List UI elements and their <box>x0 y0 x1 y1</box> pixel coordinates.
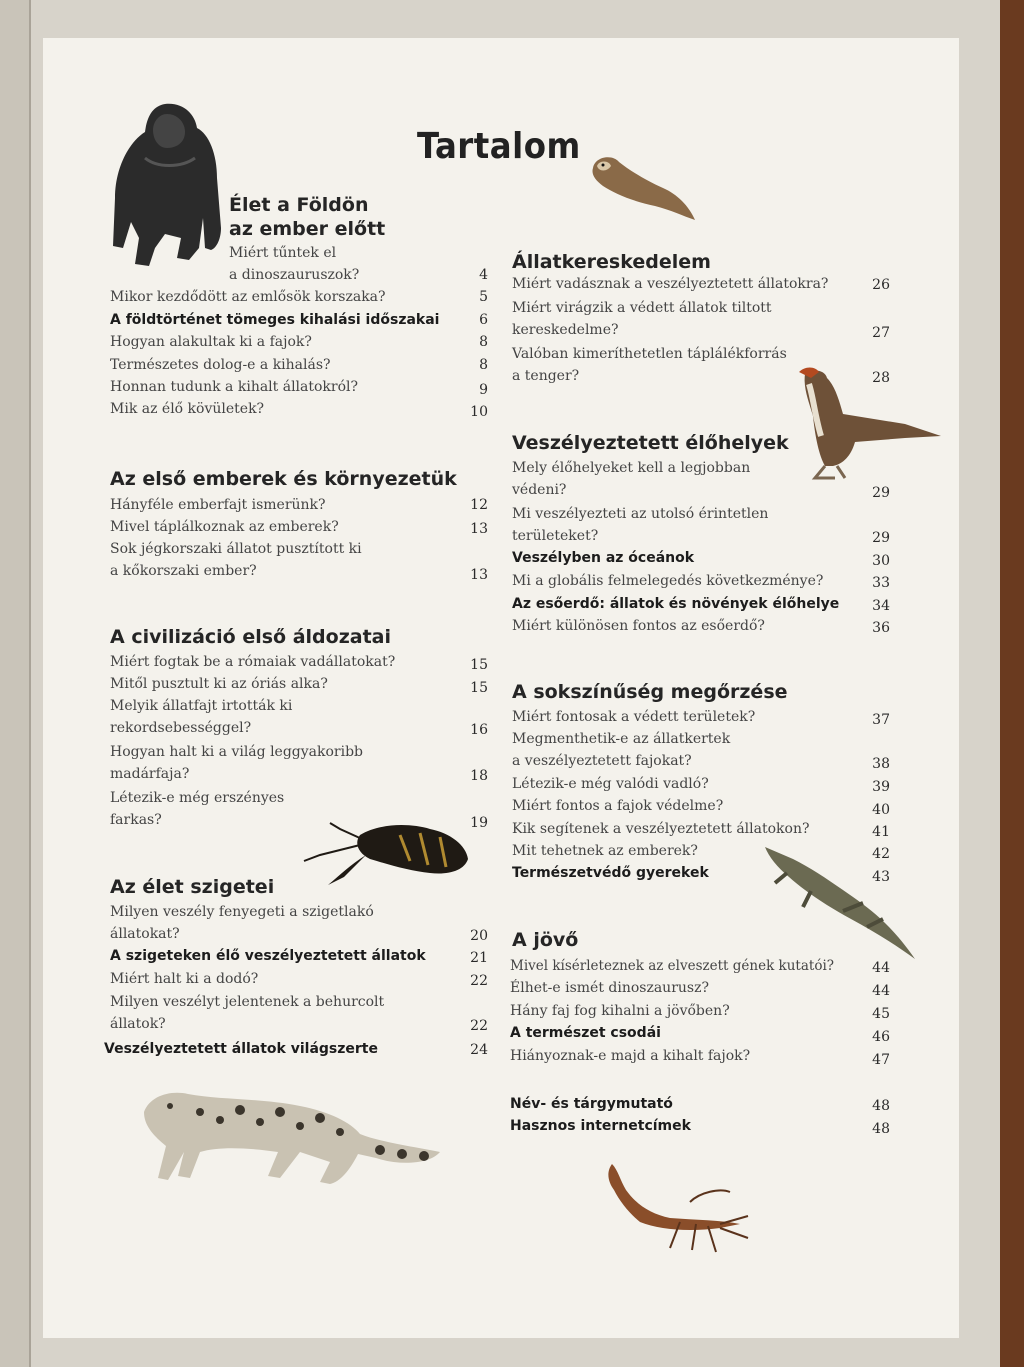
page-number: 18 <box>470 768 488 784</box>
page-number: 37 <box>872 712 890 728</box>
toc-entry: Mitől pusztult ki az óriás alka? <box>110 676 328 692</box>
section-title: Az első emberek és környezetük <box>110 468 457 490</box>
page-number: 36 <box>872 620 890 636</box>
page-number: 41 <box>872 824 890 840</box>
page-number: 20 <box>470 928 488 944</box>
toc-entry: Hogyan halt ki a világ leggyakoribb madárfaja? <box>110 744 364 782</box>
page-number: 30 <box>872 553 890 569</box>
toc-entry: Miért virágzik a védett állatok tiltott kereskedelme? <box>512 300 772 338</box>
page-number: 15 <box>470 657 488 673</box>
toc-entry: Hiányoznak-e majd a kihalt fajok? <box>510 1048 751 1064</box>
toc-entry: Élhet-e ismét dinoszaurusz? <box>510 980 709 996</box>
page-number: 6 <box>479 312 488 328</box>
page-number: 5 <box>479 289 488 305</box>
toc-entry: Miért halt ki a dodó? <box>110 971 259 987</box>
toc-entry: A földtörténet tömeges kihalási időszakai <box>110 312 440 328</box>
toc-entry: Kik segítenek a veszélyeztetett állatokon? <box>512 821 810 837</box>
section-title: A sokszínűség megőrzése <box>512 681 788 703</box>
toc-entry: Mely élőhelyeket kell a legjobban védeni? <box>512 460 751 498</box>
page-title: Tartalom <box>417 126 581 167</box>
page-number: 22 <box>470 1018 488 1034</box>
otter-illustration <box>585 150 700 225</box>
page-number: 44 <box>872 983 890 999</box>
page-number: 34 <box>872 598 890 614</box>
page-number: 29 <box>872 530 890 546</box>
page-number: 21 <box>470 950 488 966</box>
toc-entry: Valóban kimeríthetetlen táplálékforrás a tenger? <box>512 346 787 384</box>
toc-entry: Milyen veszélyt jelentenek a behurcolt állatok? <box>110 994 385 1032</box>
toc-entry: Létezik-e még erszényes farkas? <box>110 790 285 828</box>
section-title: A civilizáció első áldozatai <box>110 626 392 648</box>
page-number: 13 <box>470 521 488 537</box>
page-number: 8 <box>479 357 488 373</box>
toc-entry: Mikor kezdődött az emlősök korszaka? <box>110 289 386 305</box>
toc-entry: Melyik állatfajt irtották ki rekordsebességgel? <box>110 698 293 736</box>
toc-entry: Mi veszélyezteti az utolsó érintetlen területeket? <box>512 506 769 544</box>
toc-entry: Miért tűntek el a dinoszauruszok? <box>229 245 360 283</box>
page-number: 19 <box>470 815 488 831</box>
toc-entry: Sok jégkorszaki állatot pusztított ki a kőkorszaki ember? <box>110 541 362 579</box>
toc-entry: Megmenthetik-e az állatkertek a veszélyeztetett fajokat? <box>512 731 731 769</box>
snow-leopard-illustration <box>140 1082 445 1187</box>
toc-entry: Hogyan alakultak ki a fajok? <box>110 334 312 350</box>
section-title: Élet a Földön <box>229 194 369 216</box>
page-number: 24 <box>470 1042 488 1058</box>
toc-entry: Miért különösen fontos az esőerdő? <box>512 618 765 634</box>
page-number: 12 <box>470 497 488 513</box>
toc-entry: Természetvédő gyerekek <box>512 865 709 881</box>
crocodile-illustration <box>763 843 919 963</box>
page-number: 27 <box>872 325 890 341</box>
toc-entry: Az esőerdő: állatok és növények élőhelye <box>512 596 840 612</box>
page-number: 42 <box>872 846 890 862</box>
page-number: 44 <box>872 960 890 976</box>
toc-entry: Mivel táplálkoznak az emberek? <box>110 519 339 535</box>
page-number: 10 <box>470 404 488 420</box>
page-number: 9 <box>479 382 488 398</box>
toc-entry: A természet csodái <box>510 1025 661 1041</box>
toc-entry: Mit tehetnek az emberek? <box>512 843 698 859</box>
toc-entry: Mik az élő kövületek? <box>110 401 265 417</box>
toc-entry: Miért vadásznak a veszélyeztetett állatokra? <box>512 276 829 292</box>
page-number: 39 <box>872 779 890 795</box>
toc-entry: Hány faj fog kihalni a jövőben? <box>510 1003 730 1019</box>
toc-entry: Létezik-e még valódi vadló? <box>512 776 709 792</box>
page-number: 40 <box>872 802 890 818</box>
toc-entry: Veszélyben az óceánok <box>512 550 695 566</box>
page-number: 15 <box>470 680 488 696</box>
page-number: 38 <box>872 756 890 772</box>
page-number: 33 <box>872 575 890 591</box>
page-number: 47 <box>872 1052 890 1068</box>
toc-entry: Hasznos internetcímek <box>510 1118 691 1134</box>
page-number: 48 <box>872 1098 890 1114</box>
page-number: 29 <box>872 485 890 501</box>
toc-entry: Név- és tárgymutató <box>510 1096 673 1112</box>
page-number: 26 <box>872 277 890 293</box>
section-title: Az élet szigetei <box>110 876 275 898</box>
gorilla-illustration <box>105 98 225 270</box>
toc-entry: Mivel kísérleteznek az elveszett gének kutatói? <box>510 958 835 974</box>
section-title: A jövő <box>512 929 579 951</box>
toc-entry: Miért fontos a fajok védelme? <box>512 798 724 814</box>
toc-entry: Veszélyeztetett állatok világszerte <box>104 1041 378 1057</box>
page-number: 4 <box>479 267 488 283</box>
page-number: 28 <box>872 370 890 386</box>
toc-entry: Honnan tudunk a kihalt állatokról? <box>110 379 359 395</box>
toc-entry: Milyen veszély fenyegeti a szigetlakó állatokat? <box>110 904 374 942</box>
page-number: 22 <box>470 973 488 989</box>
insect-illustration <box>600 1158 750 1258</box>
section-title: Állatkereskedelem <box>512 251 711 273</box>
page-number: 8 <box>479 334 488 350</box>
toc-entry: Hányféle emberfajt ismerünk? <box>110 497 326 513</box>
section-title-line2: az ember előtt <box>229 218 386 240</box>
page-number: 48 <box>872 1121 890 1137</box>
page-number: 16 <box>470 722 488 738</box>
toc-entry: Természetes dolog-e a kihalás? <box>110 357 331 373</box>
toc-entry: Miért fontosak a védett területek? <box>512 709 756 725</box>
toc-entry: Miért fogtak be a rómaiak vadállatokat? <box>110 654 396 670</box>
toc-entry: A szigeteken élő veszélyeztetett állatok <box>110 948 426 964</box>
page-number: 13 <box>470 567 488 583</box>
toc-entry: Mi a globális felmelegedés következménye? <box>512 573 824 589</box>
section-title: Veszélyeztetett élőhelyek <box>512 432 789 454</box>
page-number: 43 <box>872 869 890 885</box>
page-number: 45 <box>872 1006 890 1022</box>
page-number: 46 <box>872 1029 890 1045</box>
eagle-illustration <box>785 366 945 486</box>
crayfish-illustration <box>300 815 475 890</box>
